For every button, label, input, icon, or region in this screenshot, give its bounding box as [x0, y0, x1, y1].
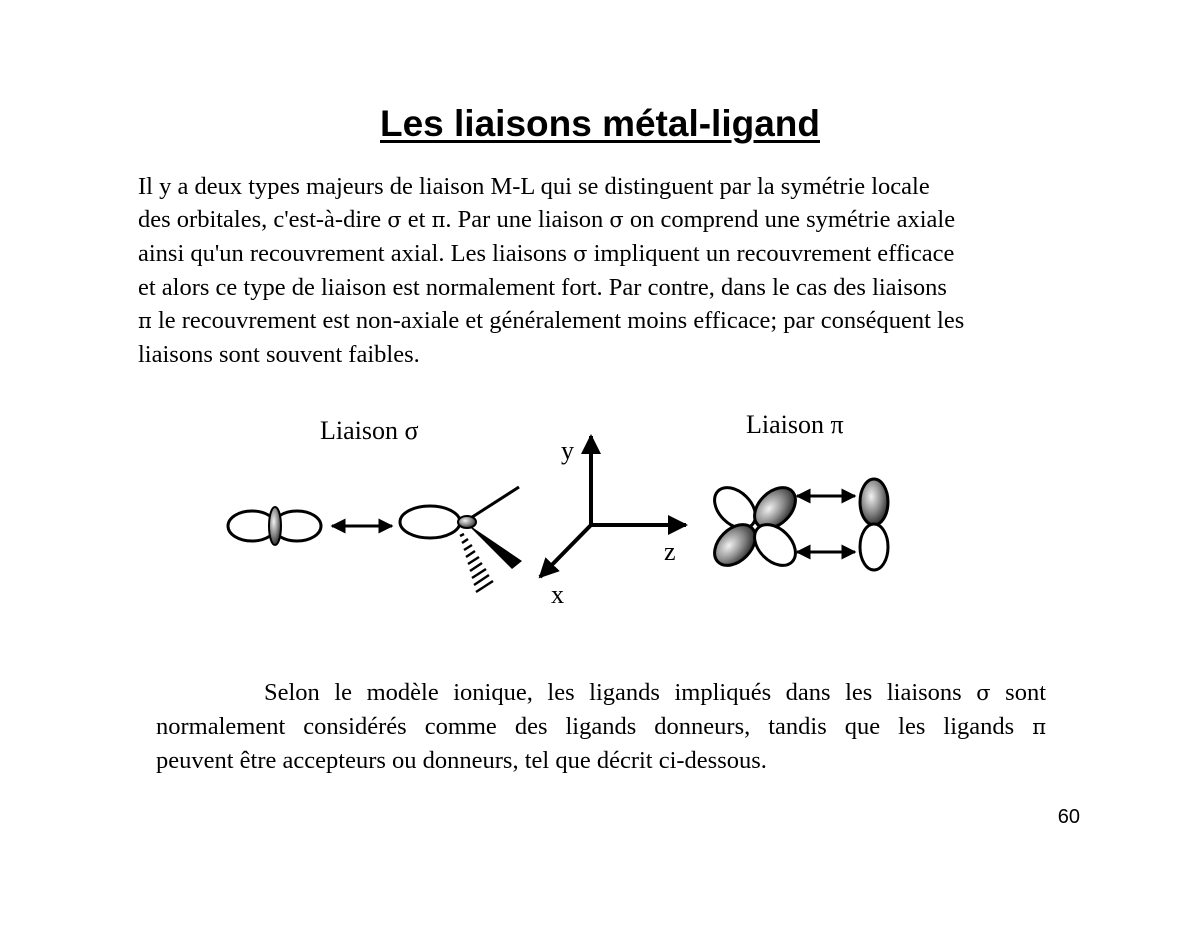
sigma-symbol: σ [976, 681, 991, 705]
ionic-line-1: Selon le modèle ionique, les ligands impliqués dans les liaisons σ sont [264, 679, 1047, 706]
metal-sigma-fragment [400, 487, 522, 592]
ligand-p-orbital [860, 479, 888, 570]
intro-line-1: Il y a deux types majeurs de liaison M-L qui se distinguent par la symétrie locale [138, 173, 930, 200]
intro-line-5: π le recouvrement est non-axiale et généralement moins efficace; par conséquent les [138, 307, 965, 334]
ligand-sigma-orbital [228, 507, 321, 545]
pi-bond-label: Liaison π [746, 410, 844, 439]
coordinate-axes [540, 436, 686, 609]
intro-line-3: ainsi qu'un recouvrement axial. Les liaisons σ impliquent un recouvrement efficace [138, 240, 955, 267]
intro-line-4: et alors ce type de liaison est normalement fort. Par contre, dans le cas des liaisons [138, 274, 947, 301]
ionic-line-3: peuvent être accepteurs ou donneurs, tel que décrit ci-dessous. [156, 747, 767, 774]
intro-line-6: liaisons sont souvent faibles. [138, 341, 420, 368]
intro-line-2: des orbitales, c'est-à-dire σ et π. Par une liaison σ on comprend une symétrie axiale [138, 206, 956, 233]
metal-d-orbital [707, 480, 804, 574]
pi-symbol: π [431, 208, 446, 232]
x-axis-label: x [551, 580, 564, 609]
z-axis-label: z [664, 537, 676, 566]
page-title: Les liaisons métal-ligand [379, 103, 820, 144]
y-axis-label: y [561, 436, 574, 465]
ionic-line-2: normalement considérés comme des ligands donneurs, tandis que les ligands π [156, 713, 1046, 740]
pi-symbol: π [1032, 715, 1046, 739]
sigma-symbol: σ [609, 208, 624, 232]
sigma-bond-label: Liaison σ [320, 416, 419, 445]
sigma-symbol: σ [387, 208, 402, 232]
pi-symbol: π [138, 309, 152, 333]
ionic-model-paragraph [156, 676, 1046, 777]
page-number: 60 [1057, 806, 1080, 828]
sigma-symbol: σ [573, 242, 588, 266]
